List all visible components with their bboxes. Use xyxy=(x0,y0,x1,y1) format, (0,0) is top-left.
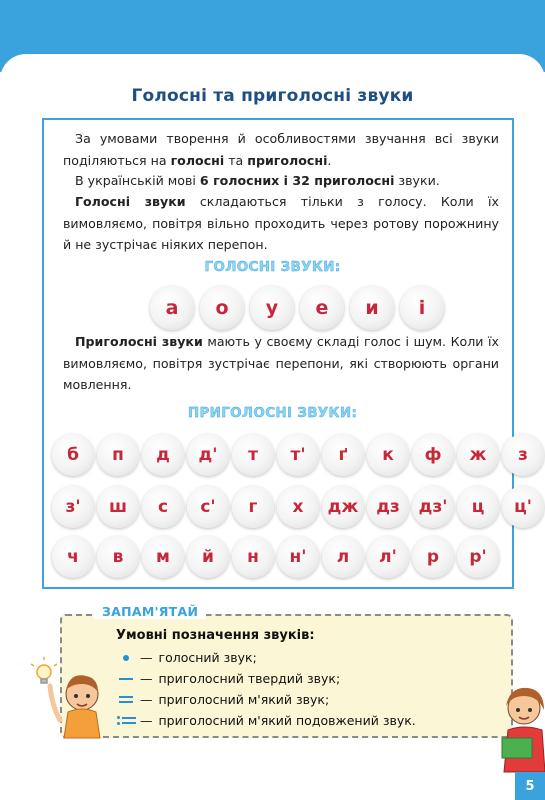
consonants-text: мають у своєму складі голос і шум. Коли їх вимовляємо, повітря зустрічає перепони, які створюють органи мовлення. xyxy=(63,334,499,392)
consonant-bubble: т' xyxy=(277,434,319,476)
intro-paragraph-1 xyxy=(63,128,499,171)
consonant-bubble: г xyxy=(232,486,274,528)
intro-bold-counts: 6 голосних і 32 приголосні xyxy=(199,173,395,188)
consonant-bubble: р' xyxy=(457,536,499,578)
consonant-bubble: дж xyxy=(322,486,364,528)
legend-dash: — xyxy=(140,692,153,707)
consonant-bubble: й xyxy=(187,536,229,578)
consonant-bubble: дз xyxy=(367,486,409,528)
consonant-bubble: д xyxy=(142,434,184,476)
consonant-bubble: з' xyxy=(52,486,94,528)
consonant-bubble: х xyxy=(277,486,319,528)
consonants-bold: Приголосні звуки xyxy=(75,334,203,349)
vowel-bubble: и xyxy=(350,286,394,330)
vowel-bubble: у xyxy=(250,286,294,330)
legend-item-hard-consonant xyxy=(116,671,340,686)
vowel-bubble: і xyxy=(400,286,444,330)
intro-bold-vowel-sounds: Голосні звуки xyxy=(75,194,186,209)
vowels-row xyxy=(150,286,444,330)
consonant-bubble: д' xyxy=(187,434,229,476)
intro-text: складаються тільки з голосу. Коли їх вимовляємо, повітря вільно проходить через ротову порожнину й не зустрічає ніяких перепон. xyxy=(63,194,499,252)
vowel-bubble: а xyxy=(150,286,194,330)
vowels-heading: ГОЛОСНІ ЗВУКИ: xyxy=(204,259,341,275)
consonant-bubble: дз' xyxy=(412,486,454,528)
consonant-bubble: ш xyxy=(97,486,139,528)
intro-paragraph-2 xyxy=(63,170,499,192)
consonant-bubble: л' xyxy=(367,536,409,578)
consonant-bubble: ґ xyxy=(322,434,364,476)
consonant-bubble: ч xyxy=(52,536,94,578)
consonants-row-1 xyxy=(52,434,544,476)
consonant-bubble: т xyxy=(232,434,274,476)
consonant-bubble: р xyxy=(412,536,454,578)
legend-item-vowel xyxy=(116,650,257,665)
consonant-bubble: н' xyxy=(277,536,319,578)
consonant-bubble: в xyxy=(97,536,139,578)
legend-item-long-soft-consonant xyxy=(116,713,416,728)
intro-text: За умовами творення й особливостями звучання всі звуки поділяються на xyxy=(63,131,499,168)
page-title: Голосні та приголосні звуки xyxy=(131,86,414,106)
intro-text: . xyxy=(327,152,332,168)
boy-lightbulb-illustration xyxy=(30,654,120,744)
intro-text: та xyxy=(224,152,248,168)
consonant-bubble: з xyxy=(502,434,544,476)
legend-heading: Умовні позначення звуків: xyxy=(116,628,315,643)
intro-bold-vowels: голосні xyxy=(170,152,225,168)
legend-text: голосний звук; xyxy=(158,650,257,665)
legend-text: приголосний м'який звук; xyxy=(158,692,330,707)
intro-text: звуки. xyxy=(394,173,440,188)
intro-text: В українській мові xyxy=(75,173,200,188)
legend-text: приголосний м'який подовжений звук. xyxy=(158,713,416,728)
consonant-bubble: ж xyxy=(457,434,499,476)
girl-reading-illustration xyxy=(494,680,545,780)
consonant-bubble: м xyxy=(142,536,184,578)
consonant-bubble: б xyxy=(52,434,94,476)
legend-text: приголосний твердий звук; xyxy=(158,671,341,686)
consonants-paragraph xyxy=(63,331,499,396)
consonants-row-3 xyxy=(52,536,499,578)
legend-dash: — xyxy=(140,671,153,686)
vowel-bubble: е xyxy=(300,286,344,330)
consonants-heading: ПРИГОЛОСНІ ЗВУКИ: xyxy=(187,405,358,421)
legend-item-soft-consonant xyxy=(116,692,329,707)
consonants-row-2 xyxy=(52,486,544,528)
consonant-bubble: с' xyxy=(187,486,229,528)
consonant-bubble: с xyxy=(142,486,184,528)
consonant-bubble: ф xyxy=(412,434,454,476)
page-number: 5 xyxy=(515,772,545,800)
remember-title: ЗАПАМ'ЯТАЙ xyxy=(94,604,206,619)
consonant-bubble: н xyxy=(232,536,274,578)
consonant-bubble: ц' xyxy=(502,486,544,528)
legend-dash: — xyxy=(140,713,153,728)
consonant-bubble: к xyxy=(367,434,409,476)
consonant-bubble: л xyxy=(322,536,364,578)
vowel-bubble: о xyxy=(200,286,244,330)
consonant-bubble: ц xyxy=(457,486,499,528)
intro-paragraph-3 xyxy=(63,191,499,256)
legend-dash: — xyxy=(140,650,153,665)
intro-bold-consonants: приголосні xyxy=(247,152,328,168)
consonant-bubble: п xyxy=(97,434,139,476)
